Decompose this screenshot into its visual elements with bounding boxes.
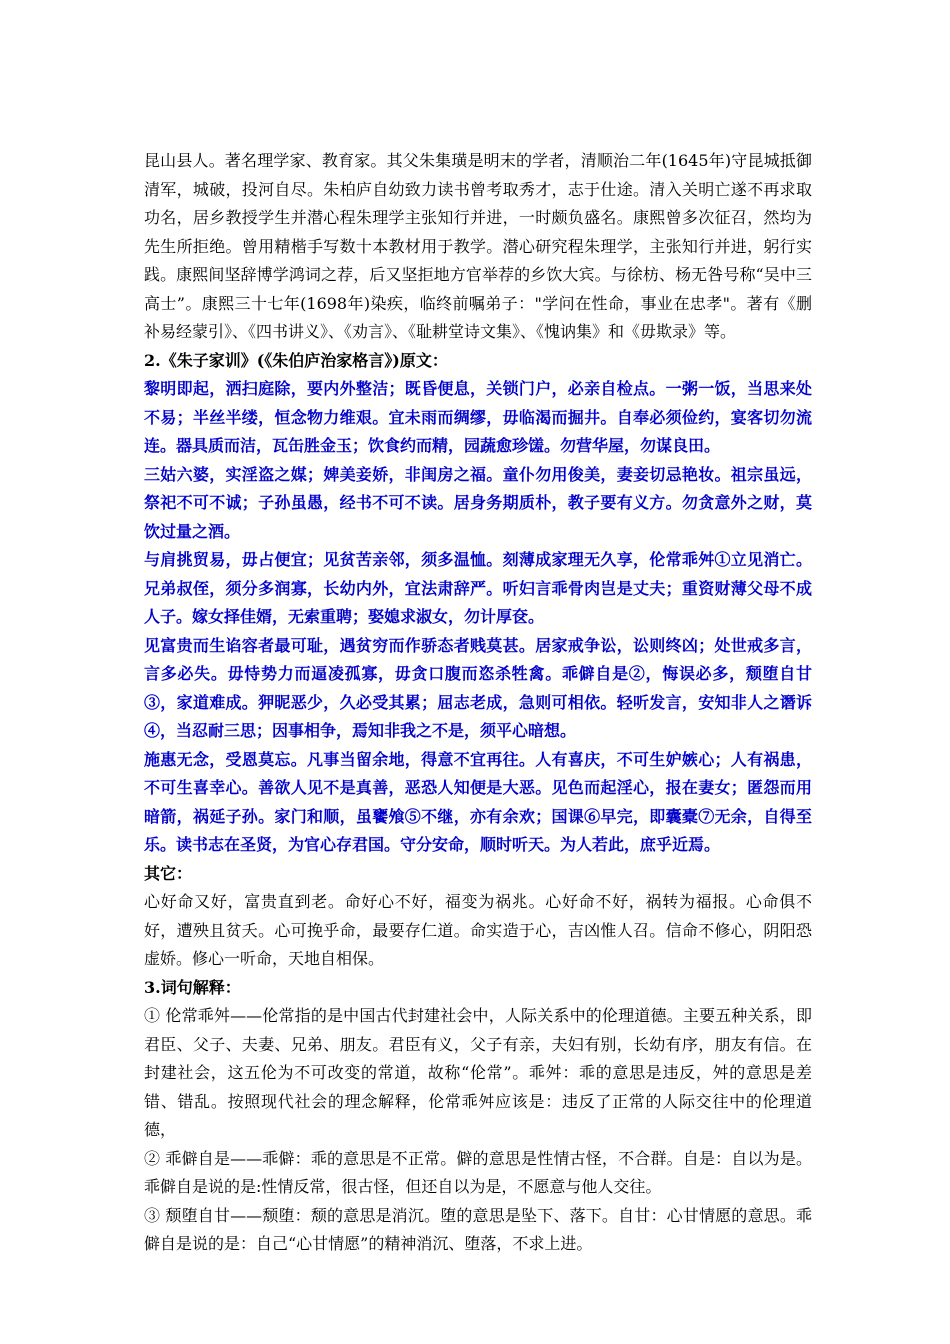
annotation-item: ② 乖僻自是——乖僻：乖的意思是不正常。僻的意思是性情古怪，不合群。自是：自以为是。乖僻自是说的是:性情反常，很古怪，但还自以为是，不愿意与他人交往。: [144, 1148, 812, 1196]
annotation-item: ③ 颓堕自甘——颓堕：颓的意思是消沉。堕的意思是坠下、落下。自甘：心甘情愿的意思。乖僻自是说的是：自己“心甘情愿”的精神消沉、堕落，不求上进。: [144, 1205, 812, 1253]
text-paragraph: 三姑六婆，实淫盗之媒；婢美妾娇，非闺房之福。童仆勿用俊美，妻妾切忌艳妆。祖宗虽远，祭祀不可不诚；子孙虽愚，经书不可不读。居身务期质朴，教子要有义方。勿贪意外之财，莫饮过量之酒。: [144, 464, 812, 541]
other-paragraph: 心好命又好，富贵直到老。命好心不好，福变为祸兆。心好命不好，祸转为福报。心命俱不好，遭殃且贫夭。心可挽乎命，最要存仁道。命实造于心，吉凶惟人召。信命不修心，阴阳恐虚娇。修心一听命，天地自相保。: [144, 892, 812, 968]
text-paragraph: 见富贵而生谄容者最可耻，遇贫穷而作骄态者贱莫甚。居家戒争讼，讼则终凶；处世戒多言，言多必失。毋恃势力而逼凌孤寡，毋贪口腹而恣杀牲禽。乖僻自是②，悔误必多，颓堕自甘③，家道难成。狎昵恶少，久必受其累；屈志老成，急则可相依。轻听发言，安知非人之谮诉④，当忍耐三思；因事相争，焉知非我之不是，须平心暗想。: [144, 635, 812, 740]
text-paragraph: 黎明即起，洒扫庭除，要内外整洁；既昏便息，关锁门户，必亲自检点。一粥一饭，当思来处不易；半丝半缕，恒念物力维艰。宜未雨而绸缪，毋临渴而掘井。自奉必须俭约，宴客切勿流连。器具质而洁，瓦缶胜金玉；饮食约而精，园蔬愈珍馐。勿营华屋，勿谋良田。: [144, 379, 812, 455]
text-paragraph: 施惠无念，受恩莫忘。凡事当留余地，得意不宜再往。人有喜庆，不可生妒嫉心；人有祸患，不可生喜幸心。善欲人见不是真善，恶恐人知便是大恶。见色而起淫心，报在妻女；匿怨而用暗箭，祸延子孙。家门和顺，虽饔飧⑤不继，亦有余欢；国课⑥早完，即囊橐⑦无余，自得至乐。读书志在圣贤，为官心存君国。守分安命，顺时听天。为人若此，庶乎近焉。: [144, 749, 812, 854]
document-page: [144, 147, 812, 1259]
section-2-heading: 2.《朱子家训》(《朱伯庐治家格言》)原文：: [144, 350, 448, 370]
intro-paragraph: 昆山县人。著名理学家、教育家。其父朱集璜是明末的学者，清顺治二年(1645年)守昆城抵御清军，城破，投河自尽。朱柏庐自幼致力读书曾考取秀才，志于仕途。清入关明亡遂不再求取功名，居乡教授学生并潜心程朱理学主张知行并进，一时颇负盛名。康熙曾多次征召，然均为先生所拒绝。曾用精楷手写数十本教材用于教学。潜心研究程朱理学，主张知行并进，躬行实践。康熙间坚辞博学鸿词之荐，后又坚拒地方官举荐的乡饮大宾。与徐枋、杨无咎号称“吴中三高士”。康熙三十七年(1698年)染疾，临终前嘱弟子："学问在性命，事业在忠孝"。著有《删补易经蒙引》、《四书讲义》、《劝言》、《耻耕堂诗文集》、《愧讷集》和《毋欺录》等。: [144, 151, 812, 341]
text-paragraph: 与肩挑贸易，毋占便宜；见贫苦亲邻，须多温恤。刻薄成家理无久享，伦常乖舛①立见消亡。兄弟叔侄，须分多润寡，长幼内外，宜法肃辞严。听妇言乖骨肉岂是丈夫；重资财薄父母不成人子。嫁女择佳婿，无索重聘；娶媳求淑女，勿计厚奁。: [144, 550, 812, 626]
other-heading: 其它：: [144, 863, 193, 883]
section-3-heading: 3.词句解释：: [144, 977, 241, 997]
annotation-item: ① 伦常乖舛——伦常指的是中国古代封建社会中，人际关系中的伦理道德。主要五种关系，即君臣、父子、夫妻、兄弟、朋友。君臣有义，父子有亲，夫妇有别，长幼有序，朋友有信。在封建社会，这五伦为不可改变的常道，故称“伦常”。乖舛：乖的意思是违反，舛的意思是差错、错乱。按照现代社会的理念解释，伦常乖舛应该是：违反了正常的人际交往中的伦理道德，: [144, 1006, 812, 1139]
